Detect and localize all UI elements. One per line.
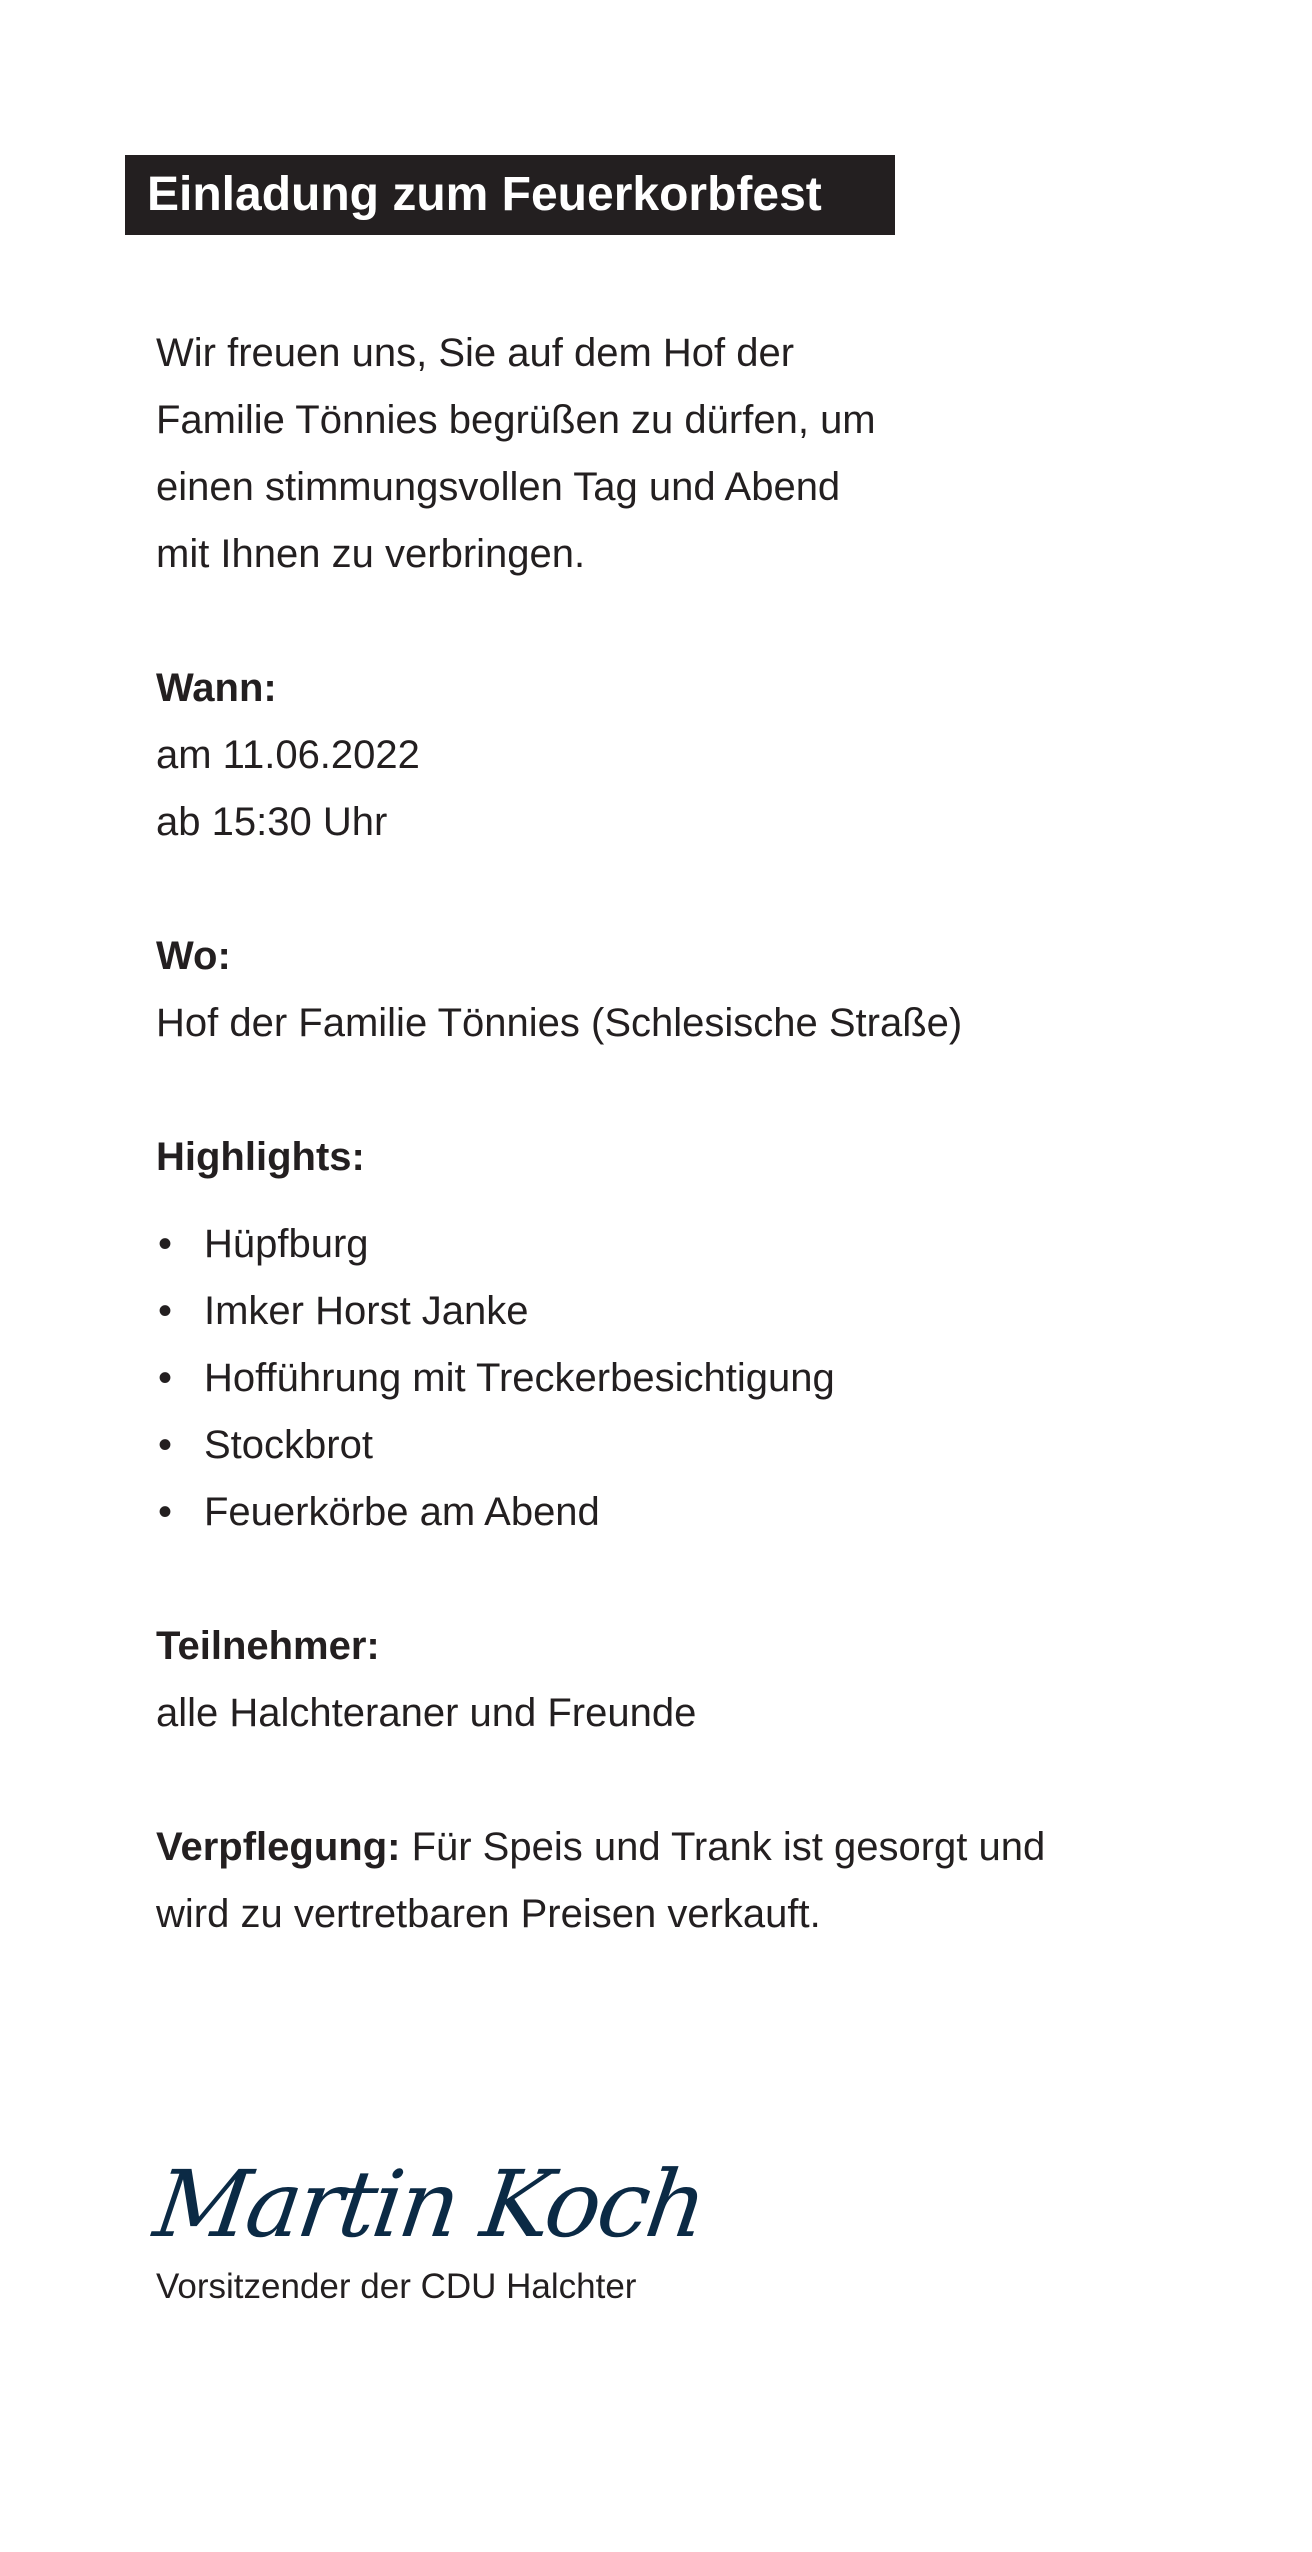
bullet-icon: • (158, 1490, 173, 1534)
list-item (156, 1345, 1206, 1412)
intro-line: Wir freuen uns, Sie auf dem Hof der (156, 331, 795, 375)
when-label: Wann: (156, 666, 277, 710)
participants-text: alle Halchteraner und Freunde (156, 1691, 697, 1735)
catering-label: Verpflegung: (156, 1825, 401, 1869)
invitation-body (156, 320, 1206, 1948)
signer-role: Vorsitzender der CDU Halchter (156, 2267, 637, 2306)
highlight-text: Hofführung mit Treckerbesichtigung (204, 1356, 835, 1400)
highlights-list (156, 1211, 1206, 1546)
intro-line: einen stimmungsvollen Tag und Abend (156, 465, 841, 509)
catering-section (156, 1814, 1206, 1948)
catering-text: Für Speis und Trank ist gesorgt und (400, 1825, 1046, 1869)
event-date: am 11.06.2022 (156, 733, 420, 777)
where-label: Wo: (156, 934, 231, 978)
highlights-section (156, 1124, 1206, 1546)
list-item (156, 1211, 1206, 1278)
participants-label: Teilnehmer: (156, 1624, 380, 1668)
signature: Martin Koch (148, 2151, 711, 2258)
highlight-text: Feuerkörbe am Abend (204, 1490, 600, 1534)
intro-paragraph (156, 320, 1206, 588)
highlights-label: Highlights: (156, 1135, 365, 1179)
highlight-text: Stockbrot (204, 1423, 373, 1467)
intro-line: mit Ihnen zu verbringen. (156, 532, 586, 576)
catering-line (156, 1814, 1206, 1881)
highlight-text: Hüpfburg (204, 1222, 369, 1266)
catering-text-line2: wird zu vertretbaren Preisen verkauft. (156, 1892, 821, 1936)
highlight-text: Imker Horst Janke (204, 1289, 529, 1333)
when-section (156, 655, 1206, 856)
list-item (156, 1412, 1206, 1479)
list-item (156, 1278, 1206, 1345)
event-time: ab 15:30 Uhr (156, 800, 388, 844)
event-location: Hof der Familie Tönnies (Schlesische Straße) (156, 1001, 963, 1045)
bullet-icon: • (158, 1289, 173, 1333)
bullet-icon: • (158, 1423, 173, 1467)
page-title: Einladung zum Feuerkorbfest (125, 155, 895, 235)
intro-line: Familie Tönnies begrüßen zu dürfen, um (156, 398, 876, 442)
bullet-icon: • (158, 1356, 173, 1400)
where-section (156, 923, 1206, 1057)
bullet-icon: • (158, 1222, 173, 1266)
participants-section (156, 1613, 1206, 1747)
list-item (156, 1479, 1206, 1546)
